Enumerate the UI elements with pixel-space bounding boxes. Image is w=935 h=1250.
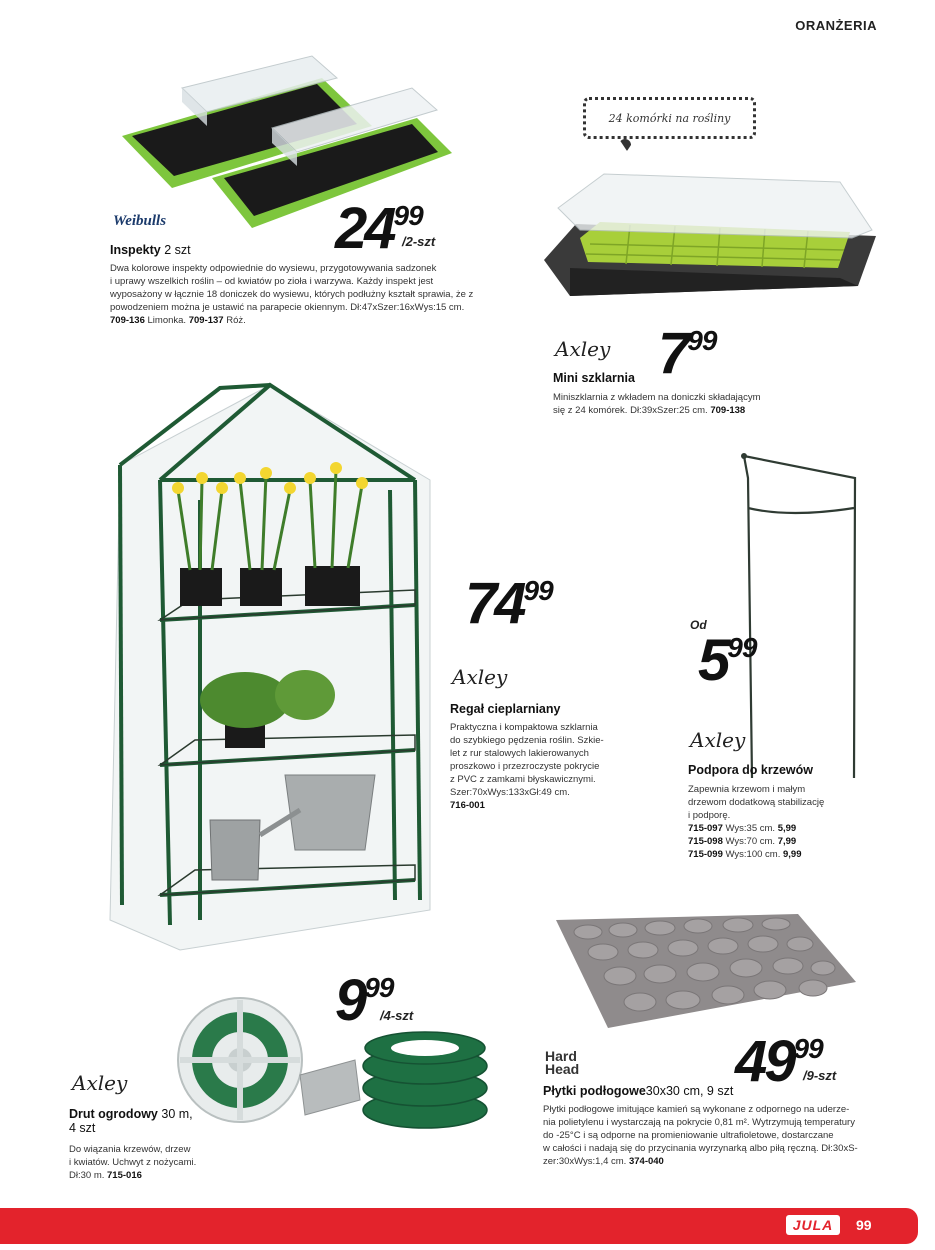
brand-line: Hard	[545, 1048, 577, 1064]
desc-line: powodzeniem można je ustawić na parapecie okiennym. Dł:47xSzer:16xWys:15 cm.	[110, 302, 465, 313]
desc-line: i kwiatów. Uchwyt z nożycami.	[69, 1157, 197, 1168]
desc-text: się z 24 komórek. Dł:39xSzer:25 cm.	[553, 405, 708, 416]
product-qty: 4 szt	[69, 1121, 96, 1135]
product-size: 30 m,	[161, 1107, 193, 1121]
price-decimal: 99	[687, 325, 717, 356]
product-name	[110, 243, 191, 257]
product-title: Inspekty	[110, 243, 161, 257]
regal-price	[465, 571, 553, 636]
price-unit: /4-szt	[380, 1008, 414, 1023]
desc-line: Zapewnia krzewom i małym	[688, 784, 806, 795]
product-size: 30x30 cm, 9 szt	[645, 1084, 734, 1098]
desc-line: do szybkiego pędzenia roślin. Szkie-	[450, 735, 604, 746]
price-integer: 5	[698, 628, 728, 693]
feature-callout: 24 komórki na rośliny	[583, 97, 756, 139]
product-qty: 2 szt	[164, 243, 191, 257]
variant-row	[688, 822, 858, 835]
jula-logo: JULA	[786, 1215, 840, 1235]
price-integer: 49	[735, 1029, 794, 1094]
product-code: 716-001	[450, 800, 485, 811]
product-name	[553, 371, 635, 385]
desc-line: Płytki podłogowe imitujące kamień są wykonane z odpornego na uderze-	[543, 1104, 850, 1115]
variant-row	[688, 835, 858, 848]
desc-codes	[110, 314, 490, 327]
desc-line: do -25°C i są odporne na promieniowanie ultrafioletowe, dostarczane	[543, 1130, 834, 1141]
footer-bar	[0, 1208, 918, 1244]
drut-image	[165, 990, 495, 1140]
product-name	[450, 702, 560, 716]
product-description	[688, 783, 858, 861]
product-code: 715-016	[107, 1170, 142, 1181]
product-code: 709-136	[110, 315, 145, 326]
product-description	[110, 262, 490, 327]
product-title: Drut ogrodowy	[69, 1107, 158, 1121]
price-integer: 74	[465, 571, 524, 636]
product-description	[553, 391, 813, 417]
plytki-image	[548, 910, 860, 1030]
variant-price: 5,99	[777, 823, 797, 834]
product-description	[543, 1103, 883, 1168]
price-integer: 24	[335, 196, 394, 261]
price-unit: /2-szt	[402, 234, 436, 249]
desc-line: wyposażony w łącznie 18 doniczek do wysiewu, których podłużny kształt sprawia, że z	[110, 289, 474, 300]
variant-label: Róż.	[226, 315, 246, 326]
price-decimal: 99	[523, 575, 553, 606]
price-unit: /9-szt	[803, 1068, 837, 1083]
desc-line: Miniszklarnia z wkładem na doniczki składającym	[553, 392, 761, 403]
variant-size: Wys:100 cm.	[725, 849, 781, 860]
mini-szklarnia-price	[658, 321, 717, 386]
price-decimal: 99	[393, 200, 423, 231]
desc-line: drzewom dodatkową stabilizację	[688, 797, 825, 808]
variant-label: Limonka.	[147, 315, 187, 326]
price-decimal: 99	[727, 632, 757, 663]
price-decimal: 99	[793, 1033, 823, 1064]
variant-size: Wys:35 cm.	[725, 823, 776, 834]
page-number: 99	[856, 1217, 872, 1233]
desc-line: Dwa kolorowe inspekty odpowiednie do wysiewu, przygotowywania sadzonek	[110, 263, 437, 274]
variant-price: 7,99	[777, 836, 797, 847]
axley-logo: Axley	[690, 728, 746, 752]
product-code: 715-099	[688, 849, 723, 860]
weibulls-logo: Weibulls	[113, 213, 167, 229]
product-name	[688, 763, 813, 777]
inspekty-price	[335, 196, 423, 261]
regal-image	[100, 380, 440, 955]
product-name	[543, 1084, 733, 1098]
desc-line: Praktyczna i kompaktowa szklarnia	[450, 722, 598, 733]
price-prefix: Od	[690, 618, 707, 632]
desc-line: w całości i nadają się do przycinania wyrzynarką albo piłą ręczną. Dł:30xS-	[543, 1143, 858, 1154]
product-code: 709-138	[710, 405, 746, 416]
desc-line	[69, 1169, 229, 1182]
podpora-image	[730, 448, 865, 788]
product-title: Podpora do krzewów	[688, 763, 814, 777]
price-integer: 9	[335, 968, 365, 1033]
desc-line: z PVC z zamkami błyskawicznymi.	[450, 774, 596, 785]
desc-line: i uprawy wszelkich roślin – od kwiatów po zioła i warzywa. Każdy inspekt jest	[110, 276, 434, 287]
price-decimal: 99	[364, 972, 394, 1003]
desc-line: proszkowo i przezroczyste pokrycie	[450, 761, 600, 772]
hardhead-logo	[545, 1050, 579, 1076]
product-title: Mini szklarnia	[553, 371, 635, 385]
variant-size: Wys:70 cm.	[725, 836, 776, 847]
desc-line: Do wiązania krzewów, drzew	[69, 1144, 191, 1155]
product-code: 715-098	[688, 836, 723, 847]
desc-line: Szer:70xWys:133xGł:49 cm.	[450, 787, 570, 798]
product-title: Regał cieplarniany	[450, 702, 561, 716]
desc-line	[543, 1155, 883, 1168]
brand-line: Head	[545, 1061, 580, 1077]
product-description	[69, 1143, 229, 1182]
mini-szklarnia-image	[540, 168, 880, 303]
variant-row	[688, 848, 858, 861]
axley-logo: Axley	[555, 337, 611, 361]
axley-logo: Axley	[452, 665, 508, 689]
product-description	[450, 721, 650, 812]
axley-logo: Axley	[72, 1071, 128, 1095]
price-integer: 7	[658, 321, 688, 386]
podpora-price	[698, 628, 757, 693]
desc-text: Dł:30 m.	[69, 1170, 105, 1181]
product-code: 709-137	[188, 315, 224, 326]
section-title: ORANŻERIA	[795, 18, 877, 33]
variant-price: 9,99	[782, 849, 802, 860]
product-title: Płytki podłogowe	[543, 1084, 646, 1098]
desc-line: let z rur stalowych lakierowanych	[450, 748, 589, 759]
desc-line: i podporę.	[688, 810, 731, 821]
desc-text: zer:30xWys:1,4 cm.	[543, 1156, 627, 1167]
callout-tail	[619, 139, 635, 151]
desc-line: nia polietylenu i wystarczają na pokrycie 0,81 m². Wytrzymują temperatury	[543, 1117, 855, 1128]
product-code: 374-040	[628, 1156, 664, 1167]
product-name	[69, 1107, 209, 1135]
product-code: 715-097	[688, 823, 723, 834]
desc-line	[553, 404, 813, 417]
